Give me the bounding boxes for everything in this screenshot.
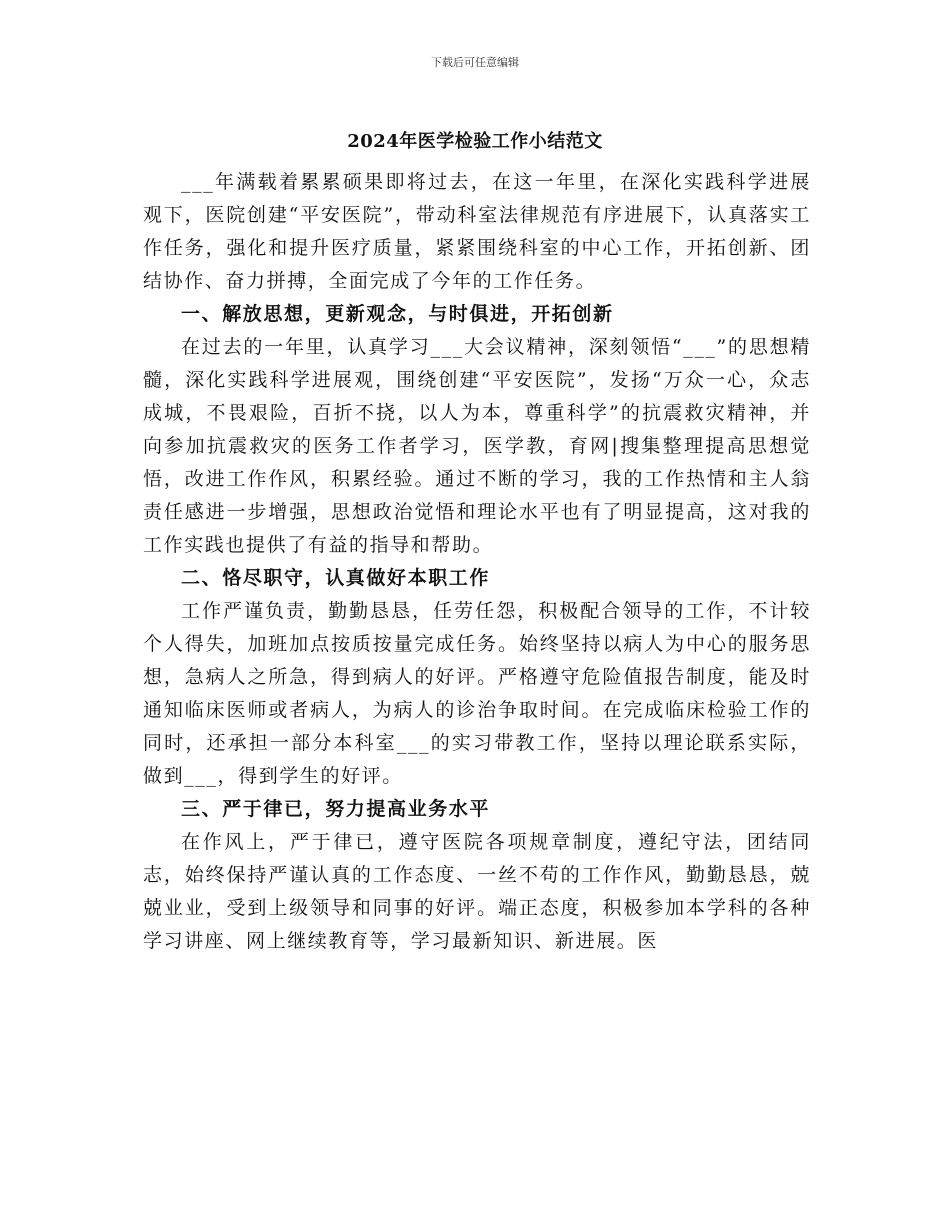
section-heading-1: 一、解放思想，更新观念，与时俱进，开拓创新 <box>181 303 614 325</box>
document-title: 2024年医学检验工作小结范文 <box>347 131 603 152</box>
section-heading-3: 三、严于律已，努力提高业务水平 <box>181 798 491 820</box>
section-paragraph-3: 在作风上，严于律已，遵守医院各项规章制度，遵纪守法，团结同志，始终保持严谨认真的工作态度、一丝不苟的工作作风，勤勤恳恳，兢兢业业，受到上级领导和同事的好评。端正态度，积极参加本学科的各种学习讲座、网上继续教育等，学习最新知识、新进展。医 <box>143 831 811 952</box>
intro-paragraph: ___年满载着累累硕果即将过去，在这一年里，在深化实践科学进展观下，医院创建“平安医院”，带动科室法律规范有序进展下，认真落实工作任务，强化和提升医疗质量，紧紧围绕科室的中心工作，开拓创新、团结协作、奋力拼搏，全面完成了今年的工作任务。 <box>143 171 811 292</box>
document-body <box>143 166 811 958</box>
section-paragraph-2: 工作严谨负责，勤勤恳恳，任劳任怨，积极配合领导的工作，不计较个人得失，加班加点按质按量完成任务。始终坚持以病人为中心的服务思想，急病人之所急，得到病人的好评。严格遵守危险值报告制度，能及时通知临床医师或者病人，为病人的诊治争取时间。在完成临床检验工作的同时，还承担一部分本科室___的实习带教工作，坚持以理论联系实际，做到___，得到学生的好评。 <box>143 600 811 787</box>
header-note: 下载后可任意编辑 <box>431 56 519 69</box>
section-paragraph-1: 在过去的一年里，认真学习___大会议精神，深刻领悟“___”的思想精髓，深化实践科学进展观，围绕创建“平安医院”，发扬“万众一心，众志成城，不畏艰险，百折不挠，以人为本，尊重科学”的抗震救灾精神，并向参加抗震救灾的医务工作者学习，医学教，育网|搜集整理提高思想觉悟，改进工作作风，积累经验。通过不断的学习，我的工作热情和主人翁责任感进一步增强，思想政治觉悟和理论水平也有了明显提高，这对我的工作实践也提供了有益的指导和帮助。 <box>143 336 811 556</box>
section-heading-2: 二、恪尽职守，认真做好本职工作 <box>181 567 491 589</box>
